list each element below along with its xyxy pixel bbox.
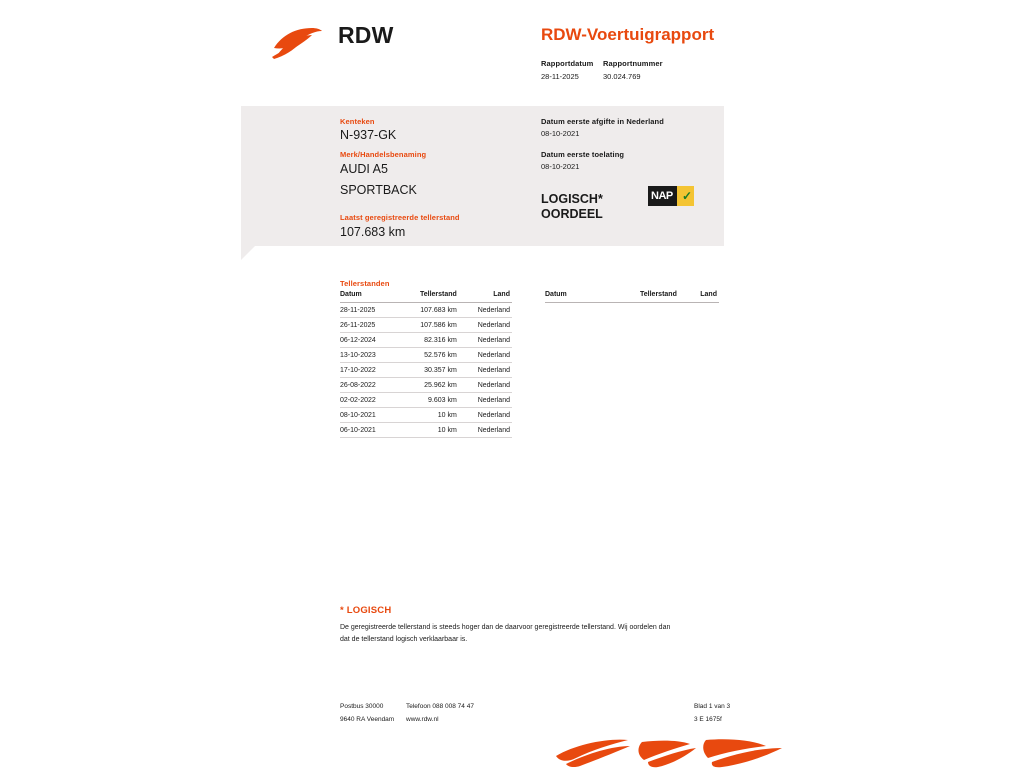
vehicle-summary-panel <box>241 106 724 246</box>
cell-tellerstand: 107.683 km <box>398 303 457 318</box>
cell-datum: 02-02-2022 <box>340 393 398 408</box>
cell-land: Nederland <box>457 408 512 423</box>
rdw-arrow-logo-icon <box>272 26 328 60</box>
cell-datum: 28-11-2025 <box>340 303 398 318</box>
rdw-wordmark: RDW <box>338 22 394 48</box>
cell-land: Nederland <box>457 378 512 393</box>
report-title: RDW-Voertuigrapport <box>541 25 715 44</box>
cell-land: Nederland <box>457 333 512 348</box>
cell-datum: 17-10-2022 <box>340 363 398 378</box>
cell-tellerstand: 107.586 km <box>398 318 457 333</box>
column-header-tellerstand: Tellerstand <box>398 291 457 303</box>
table-header-row <box>340 291 512 303</box>
cell-datum: 06-12-2024 <box>340 333 398 348</box>
footnote-heading: * LOGISCH <box>340 605 392 616</box>
report-date-block <box>541 59 593 81</box>
footnote-line1: De geregistreerde tellerstand is steeds hoger dan de daarvoor geregistreerde tellerstand. Wij oordelen dan <box>340 624 671 631</box>
table-header-row <box>545 291 719 303</box>
footer-city: 9640 RA Veendam <box>340 716 395 723</box>
cell-land: Nederland <box>457 363 512 378</box>
nap-badge-label: NAP <box>651 190 673 202</box>
table-row <box>340 408 512 423</box>
footer-postbus: Postbus 30000 <box>340 703 384 710</box>
odometer-table-left-body <box>340 303 512 438</box>
cell-datum: 26-08-2022 <box>340 378 398 393</box>
cell-land: Nederland <box>457 423 512 438</box>
document-header <box>0 0 1024 95</box>
cell-tellerstand: 52.576 km <box>398 348 457 363</box>
report-date-value: 28-11-2025 <box>541 72 579 81</box>
cell-tellerstand: 82.316 km <box>398 333 457 348</box>
cell-datum: 08-10-2021 <box>340 408 398 423</box>
table-row <box>340 348 512 363</box>
report-number-label: Rapportnummer <box>603 59 663 68</box>
footer-page-number: Blad 1 van 3 <box>694 703 731 710</box>
table-row <box>340 318 512 333</box>
table-row <box>340 363 512 378</box>
merk-value-line2: SPORTBACK <box>340 183 417 197</box>
cell-tellerstand: 25.962 km <box>398 378 457 393</box>
odometer-table-left <box>340 291 512 438</box>
footer-website[interactable]: www.rdw.nl <box>406 716 439 723</box>
column-header-datum: Datum <box>340 291 398 303</box>
table-row <box>340 303 512 318</box>
cell-tellerstand: 10 km <box>398 408 457 423</box>
cell-land: Nederland <box>457 303 512 318</box>
footnote-line2: dat de tellerstand logisch verklaarbaar is. <box>340 636 468 643</box>
footer-phone: Telefoon 088 008 74 47 <box>406 703 474 710</box>
cell-datum: 26-11-2025 <box>340 318 398 333</box>
footnote-body <box>340 622 740 646</box>
cell-datum: 13-10-2023 <box>340 348 398 363</box>
report-number-block <box>603 59 663 81</box>
odometer-table-right <box>545 291 719 303</box>
kenteken-value: N-937-GK <box>340 128 397 142</box>
check-icon: ✓ <box>681 189 692 203</box>
column-header-land: Land <box>457 291 512 303</box>
kenteken-label: Kenteken <box>340 117 375 126</box>
table-row <box>340 333 512 348</box>
last-odometer-label: Laatst geregistreerde tellerstand <box>340 213 460 222</box>
rdw-arrows-footer-icon <box>556 738 788 768</box>
nap-badge <box>648 186 694 206</box>
column-header-tellerstand: Tellerstand <box>594 291 677 303</box>
table-row <box>340 423 512 438</box>
first-admission-label: Datum eerste toelating <box>541 150 625 159</box>
table-row <box>340 393 512 408</box>
report-number-value: 30.024.769 <box>603 72 641 81</box>
cell-land: Nederland <box>457 348 512 363</box>
merk-value-line1: AUDI A5 <box>340 162 388 176</box>
cell-tellerstand: 10 km <box>398 423 457 438</box>
last-odometer-value: 107.683 km <box>340 225 406 239</box>
verdict-text <box>541 192 603 222</box>
verdict-line1: LOGISCH* <box>541 192 603 206</box>
table-row <box>340 378 512 393</box>
cell-land: Nederland <box>457 393 512 408</box>
cell-tellerstand: 9.603 km <box>398 393 457 408</box>
odometer-section-title: Tellerstanden <box>340 279 390 288</box>
report-date-label: Rapportdatum <box>541 59 594 68</box>
first-admission-value: 08-10-2021 <box>541 162 580 171</box>
first-registration-nl-label: Datum eerste afgifte in Nederland <box>541 117 664 126</box>
footer-form-code: 3 E 1675f <box>694 716 722 723</box>
merk-label: Merk/Handelsbenaming <box>340 150 427 159</box>
cell-land: Nederland <box>457 318 512 333</box>
column-header-datum: Datum <box>545 291 594 303</box>
verdict-line2: OORDEEL <box>541 207 603 221</box>
column-header-land: Land <box>677 291 719 303</box>
cell-tellerstand: 30.357 km <box>398 363 457 378</box>
cell-datum: 06-10-2021 <box>340 423 398 438</box>
first-registration-nl-value: 08-10-2021 <box>541 129 580 138</box>
panel-notch <box>241 246 255 260</box>
